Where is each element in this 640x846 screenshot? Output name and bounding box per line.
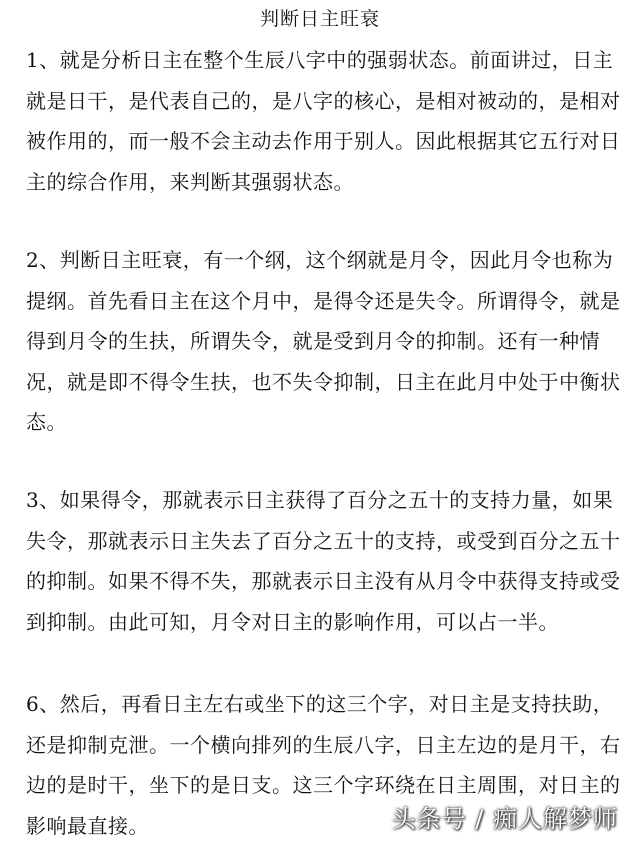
paragraph-1: 1、就是分析日主在整个生辰八字中的强弱状态。前面讲过，日主就是日干，是代表自己的，是八字的核心，是相对被动的，是相对被作用的，而一般不会主动去作用于别人。因此根据其它五行对日主的综合作用，来判断其强弱状态。 [26,48,621,194]
document-title: 判断日主旺衰 [259,8,380,30]
paragraph-3: 3、如果得令，那就表示日主获得了百分之五十的支持力量，如果失令，那就表示日主失去了百分之五十的支持，或受到百分之五十的抑制。如果不得不失，那就表示日主没有从月令中获得支持或受到抑制。由此可知，月令对日主的影响作用，可以占一半。 [26,488,621,634]
watermark: 头条号 / 痴人解梦师 [391,805,618,833]
paragraph-2: 2、判断日主旺衰，有一个纲，这个纲就是月令，因此月令也称为提纲。首先看日主在这个月中，是得令还是失令。所谓得令，就是得到月令的生扶，所谓失令，就是受到月令的抑制。还有一种情况，就是即不得令生扶，也不失令抑制，日主在此月中处于中衡状态。 [26,248,621,434]
paragraph-4: 6、然后，再看日主左右或坐下的这三个字，对日主是支持扶助，还是抑制克泄。一个横向排列的生辰八字，日主左边的是月干，右边的是时干，坐下的是日支。这三个字环绕在日主周围，对日主的影响最直接。 [26,692,621,838]
